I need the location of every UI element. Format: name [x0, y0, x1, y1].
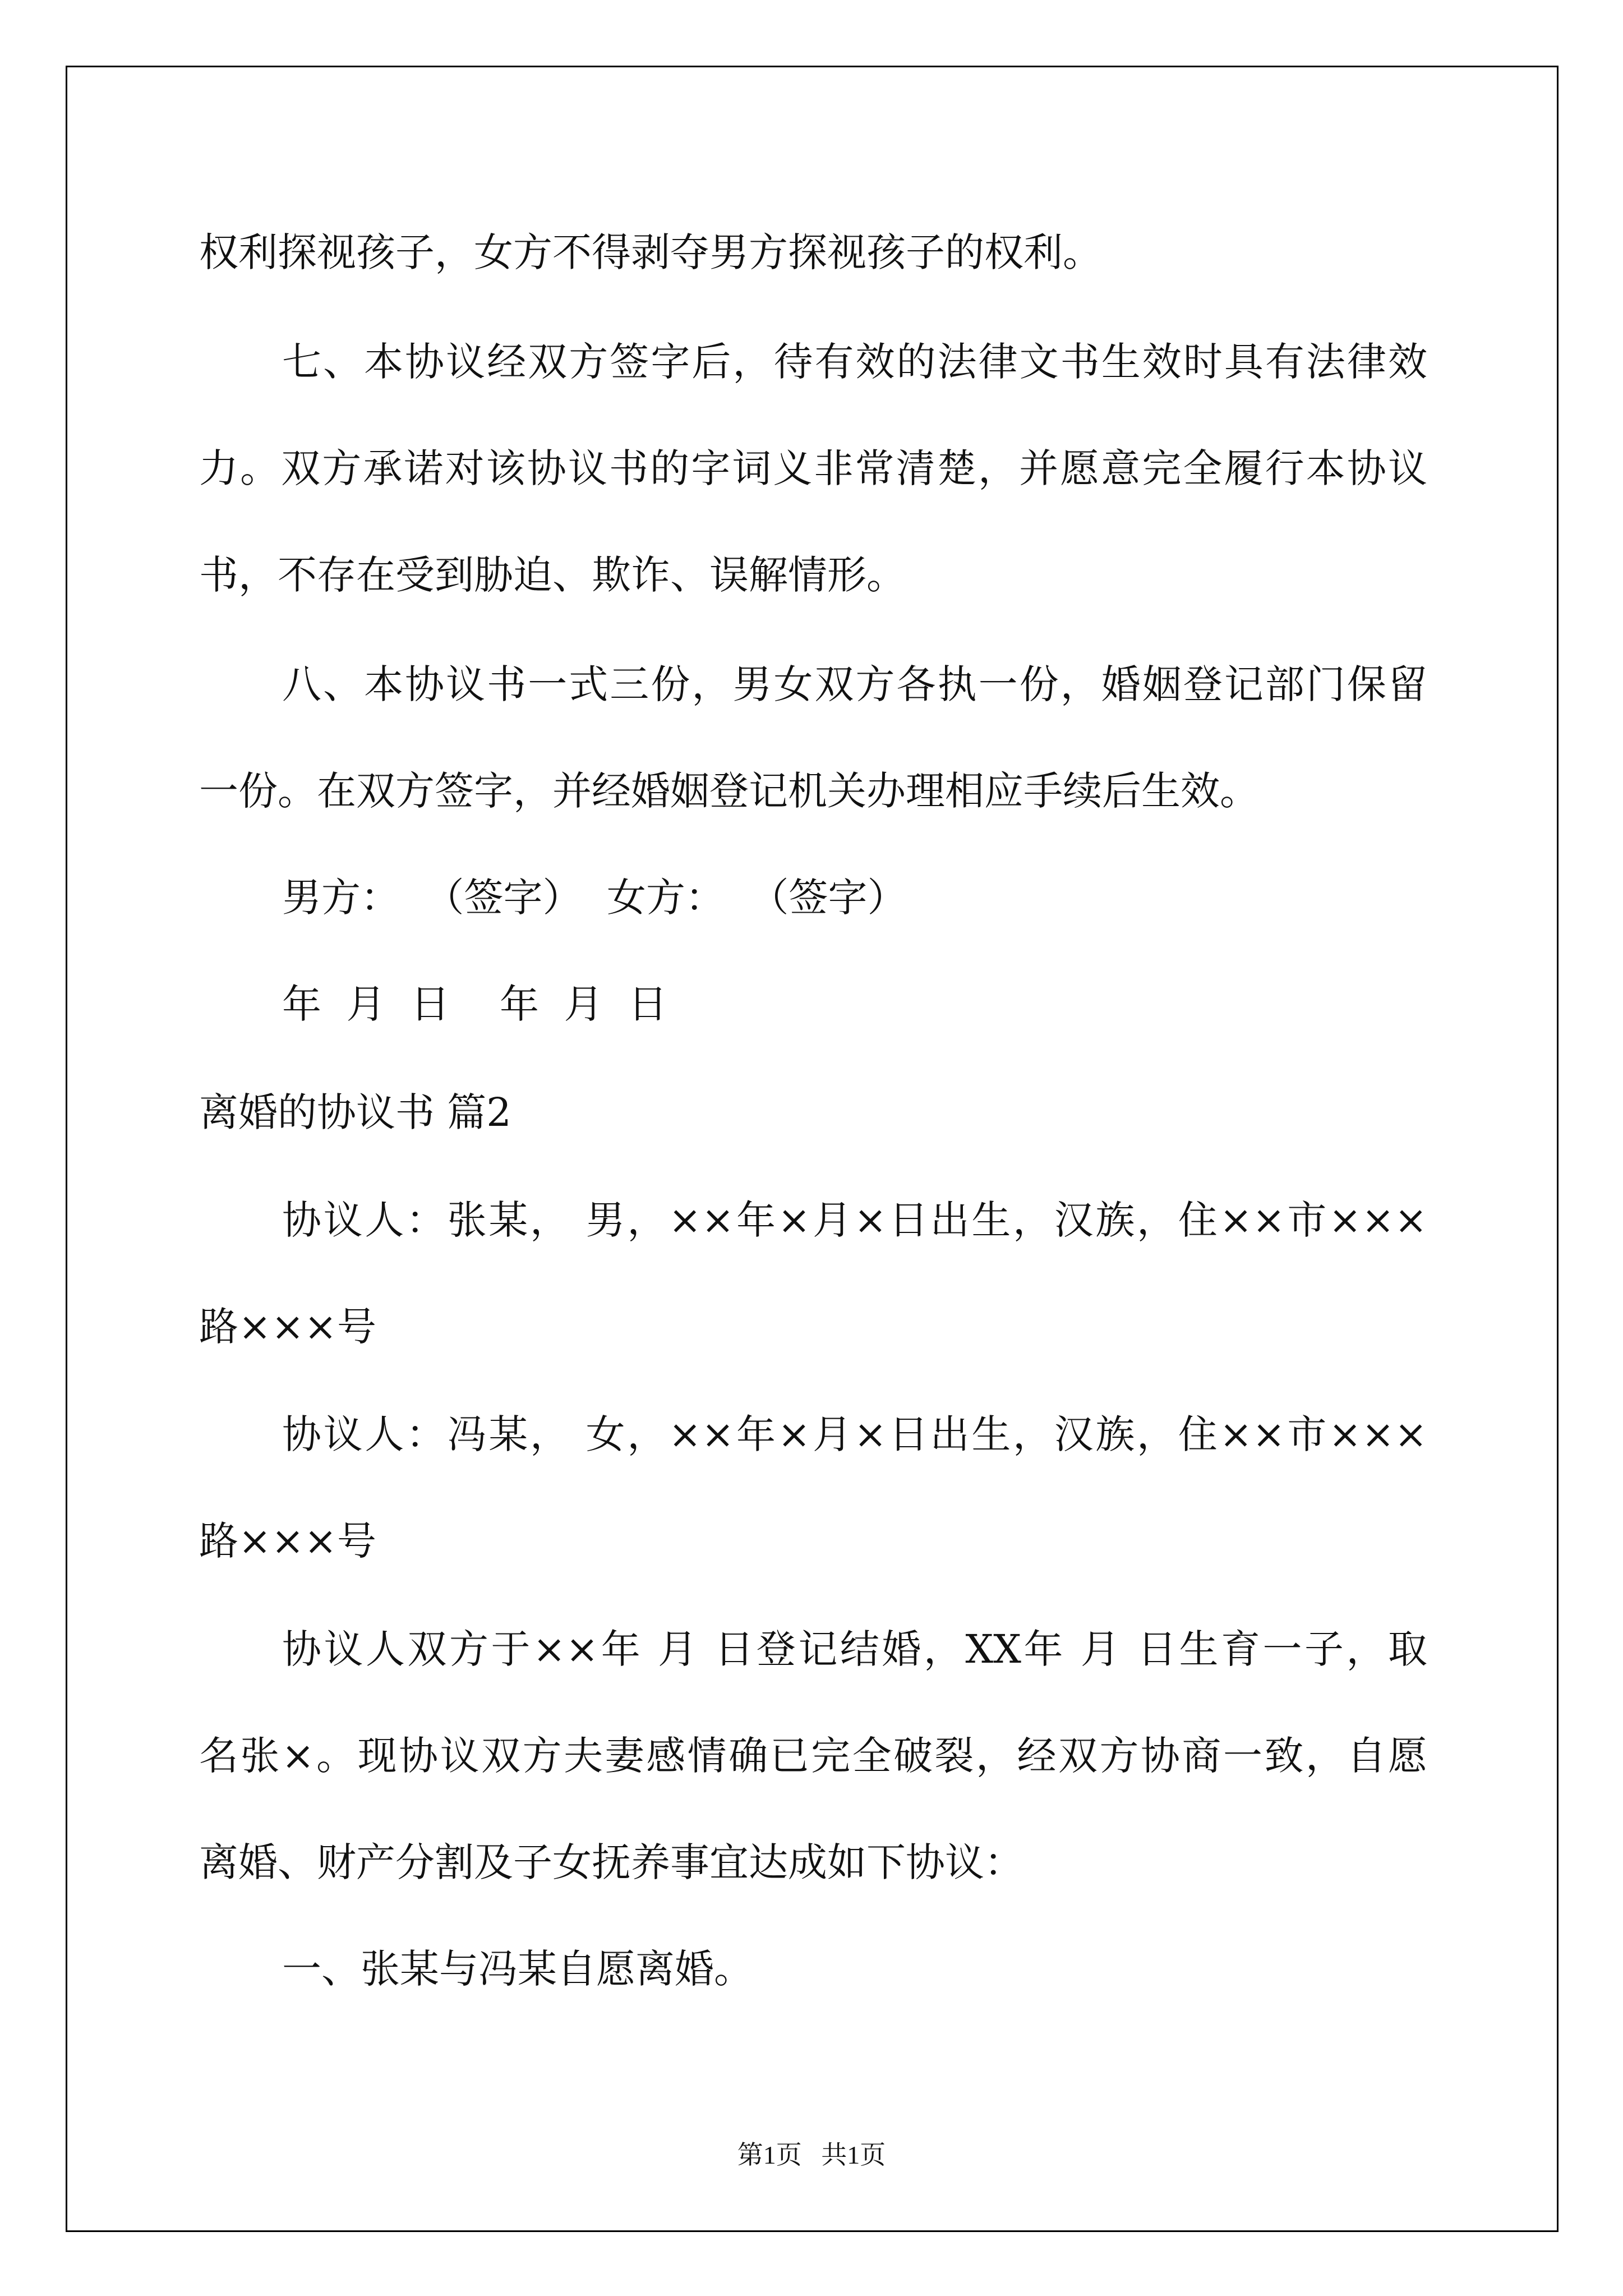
paragraph-line: 一份。在双方签字，并经婚姻登记机关办理相应手续后生效。 — [199, 768, 1259, 814]
paragraph-line: 路×××号 — [199, 1518, 376, 1564]
paragraph-line: 八、本协议书一式三份，男女双方各执一份，婚姻登记部门保留 — [282, 661, 1427, 707]
paragraph-line: 路×××号 — [199, 1304, 376, 1350]
paragraph-line: 协议人：冯某， 女，××年×月×日出生，汉族，住××市××× — [282, 1411, 1427, 1457]
paragraph-line: 七、本协议经双方签字后，待有效的法律文书生效时具有法律效 — [282, 339, 1427, 385]
page-border — [66, 66, 1559, 2232]
date-line: 年 月 日 年 月 日 — [282, 981, 668, 1027]
section-heading: 离婚的协议书 篇2 — [199, 1089, 511, 1135]
page-number-footer: 第1页 共1页 — [737, 2141, 886, 2169]
paragraph-line: 权利探视孩子，女方不得剥夺男方探视孩子的权利。 — [199, 229, 1102, 275]
paragraph-line: 名张×。现协议双方夫妻感情确已完全破裂，经双方协商一致，自愿 — [199, 1733, 1427, 1779]
paragraph-line: 协议人：张某， 男，××年×月×日出生，汉族，住××市××× — [282, 1197, 1427, 1243]
paragraph-line: 力。双方承诺对该协议书的字词义非常清楚，并愿意完全履行本协议 — [199, 445, 1427, 491]
paragraph-line: 书，不存在受到胁迫、欺诈、误解情形。 — [199, 552, 906, 598]
paragraph-line: 离婚、财产分割及子女抚养事宜达成如下协议： — [199, 1839, 1023, 1885]
paragraph-line: 协议人双方于××年 月 日登记结婚，XX年 月 日生育一子，取 — [282, 1626, 1427, 1672]
paragraph-line: 一、张某与冯某自愿离婚。 — [282, 1946, 753, 1992]
signature-line: 男方： （签字） 女方： （签字） — [282, 875, 907, 921]
